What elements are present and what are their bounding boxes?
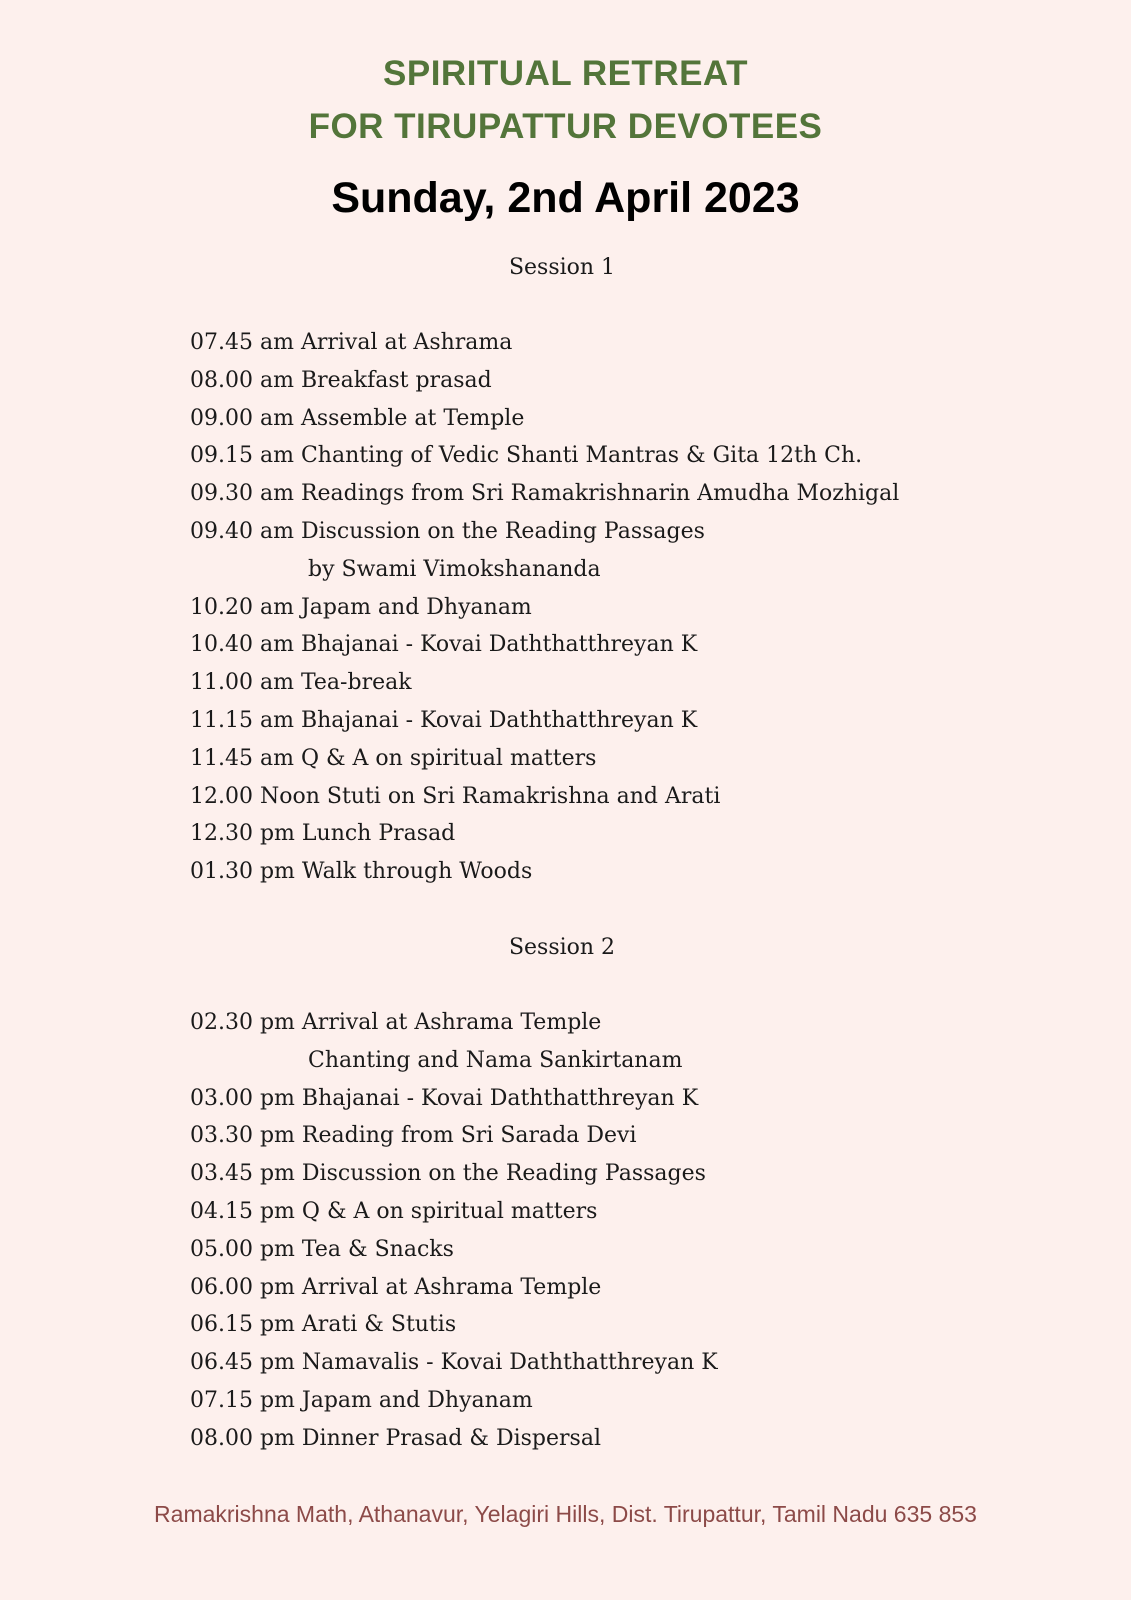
session-1-schedule <box>190 324 899 891</box>
schedule-item: 11.00 am Tea-break <box>190 670 412 696</box>
schedule-item: 10.40 am Bhajanai - Kovai Daththatthreyan K <box>190 632 698 658</box>
schedule-item: 06.45 pm Namavalis - Kovai Daththatthreyan K <box>190 1350 718 1376</box>
event-date: Sunday, 2nd April 2023 <box>331 174 800 222</box>
schedule-item: 01.30 pm Walk through Woods <box>190 859 533 885</box>
schedule-item: 03.45 pm Discussion on the Reading Passages <box>190 1161 706 1187</box>
page-title-line-1: SPIRITUAL RETREAT <box>383 54 748 93</box>
page-title-line-2: FOR TIRUPATTUR DEVOTEES <box>308 107 823 146</box>
session-2-schedule <box>190 1004 718 1458</box>
schedule-item: 12.00 Noon Stuti on Sri Ramakrishna and Arati <box>190 783 721 809</box>
schedule-item: 11.15 am Bhajanai - Kovai Daththatthreyan K <box>190 707 698 733</box>
schedule-item: 12.30 pm Lunch Prasad <box>190 821 456 847</box>
schedule-item: 09.00 am Assemble at Temple <box>190 405 525 431</box>
schedule-item: 09.15 am Chanting of Vedic Shanti Mantras & Gita 12th Ch. <box>190 443 863 469</box>
schedule-item: 02.30 pm Arrival at Ashrama Temple <box>190 1010 602 1035</box>
session-1-heading: Session 1 <box>508 255 616 280</box>
schedule-item-continuation: by Swami Vimokshananda <box>308 556 601 582</box>
schedule-item: 03.00 pm Bhajanai - Kovai Daththatthreyan K <box>190 1085 699 1111</box>
schedule-item: 09.30 am Readings from Sri Ramakrishnarin Amudha Mozhigal <box>190 481 900 507</box>
schedule-item-continuation: Chanting and Nama Sankirtanam <box>308 1047 683 1073</box>
schedule-item: 06.15 pm Arati & Stutis <box>190 1312 457 1338</box>
schedule-item: 10.20 am Japam and Dhyanam <box>190 594 532 620</box>
schedule-item: 08.00 am Breakfast prasad <box>190 367 492 393</box>
schedule-item: 07.45 am Arrival at Ashrama <box>190 330 513 355</box>
schedule-item: 04.15 pm Q & A on spiritual matters <box>190 1198 598 1224</box>
session-2-heading: Session 2 <box>508 935 616 960</box>
schedule-item: 03.30 pm Reading from Sri Sarada Devi <box>190 1123 637 1149</box>
schedule-item: 06.00 pm Arrival at Ashrama Temple <box>190 1274 602 1300</box>
schedule-item: 07.15 pm Japam and Dhyanam <box>190 1387 533 1413</box>
footer-address: Ramakrishna Math, Athanavur, Yelagiri Hills, Dist. Tirupattur, Tamil Nadu 635 853 <box>154 1501 977 1527</box>
schedule-item: 11.45 am Q & A on spiritual matters <box>190 745 597 771</box>
schedule-item: 05.00 pm Tea & Snacks <box>190 1236 454 1262</box>
schedule-item: 09.40 am Discussion on the Reading Passages <box>190 518 705 544</box>
schedule-item: 08.00 pm Dinner Prasad & Dispersal <box>190 1425 601 1451</box>
